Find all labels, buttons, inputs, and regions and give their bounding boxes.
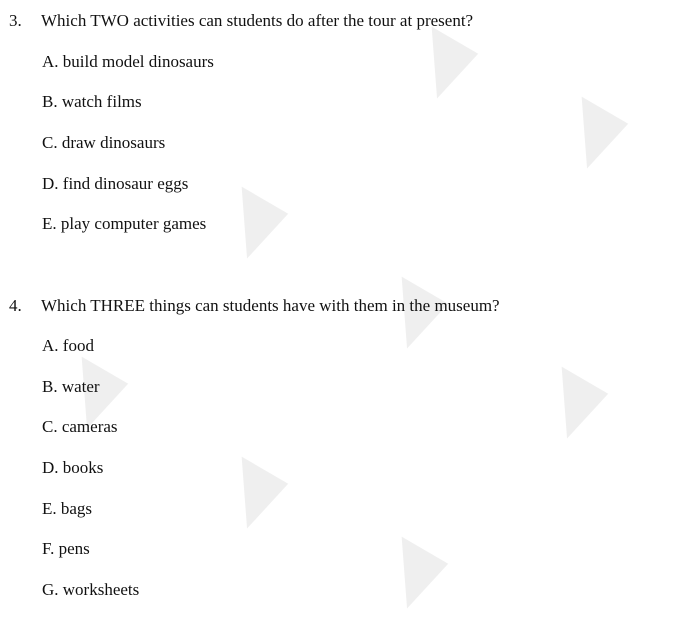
question-4-option-b: B. water xyxy=(42,377,100,396)
question-4-text: Which THREE things can students have with them in the museum? xyxy=(41,296,500,315)
question-3-option-b: B. watch films xyxy=(42,92,142,111)
question-3-text: Which TWO activities can students do after the tour at present? xyxy=(41,11,474,30)
watermark-logo xyxy=(188,393,362,556)
question-3-number: 3. xyxy=(9,11,22,30)
question-4-option-d: D. books xyxy=(42,458,104,477)
question-4-option-a: A. food xyxy=(42,336,94,355)
watermark-logo xyxy=(528,33,675,196)
question-4-number: 4. xyxy=(9,296,22,315)
question-4-option-c: C. cameras xyxy=(42,417,118,436)
question-4-option-e: E. bags xyxy=(42,499,93,518)
watermark-logo xyxy=(508,303,675,466)
question-4-option-f: F. pens xyxy=(42,539,90,558)
question-3-option-c: C. draw dinosaurs xyxy=(42,133,166,152)
question-3-option-d: D. find dinosaur eggs xyxy=(42,174,189,193)
question-4-option-g: G. worksheets xyxy=(42,580,140,599)
watermark-logo xyxy=(348,213,522,376)
question-3-option-a: A. build model dinosaurs xyxy=(42,52,214,71)
watermark-logo xyxy=(188,123,362,286)
question-3-option-e: E. play computer games xyxy=(42,214,207,233)
watermark-logo xyxy=(348,473,522,636)
